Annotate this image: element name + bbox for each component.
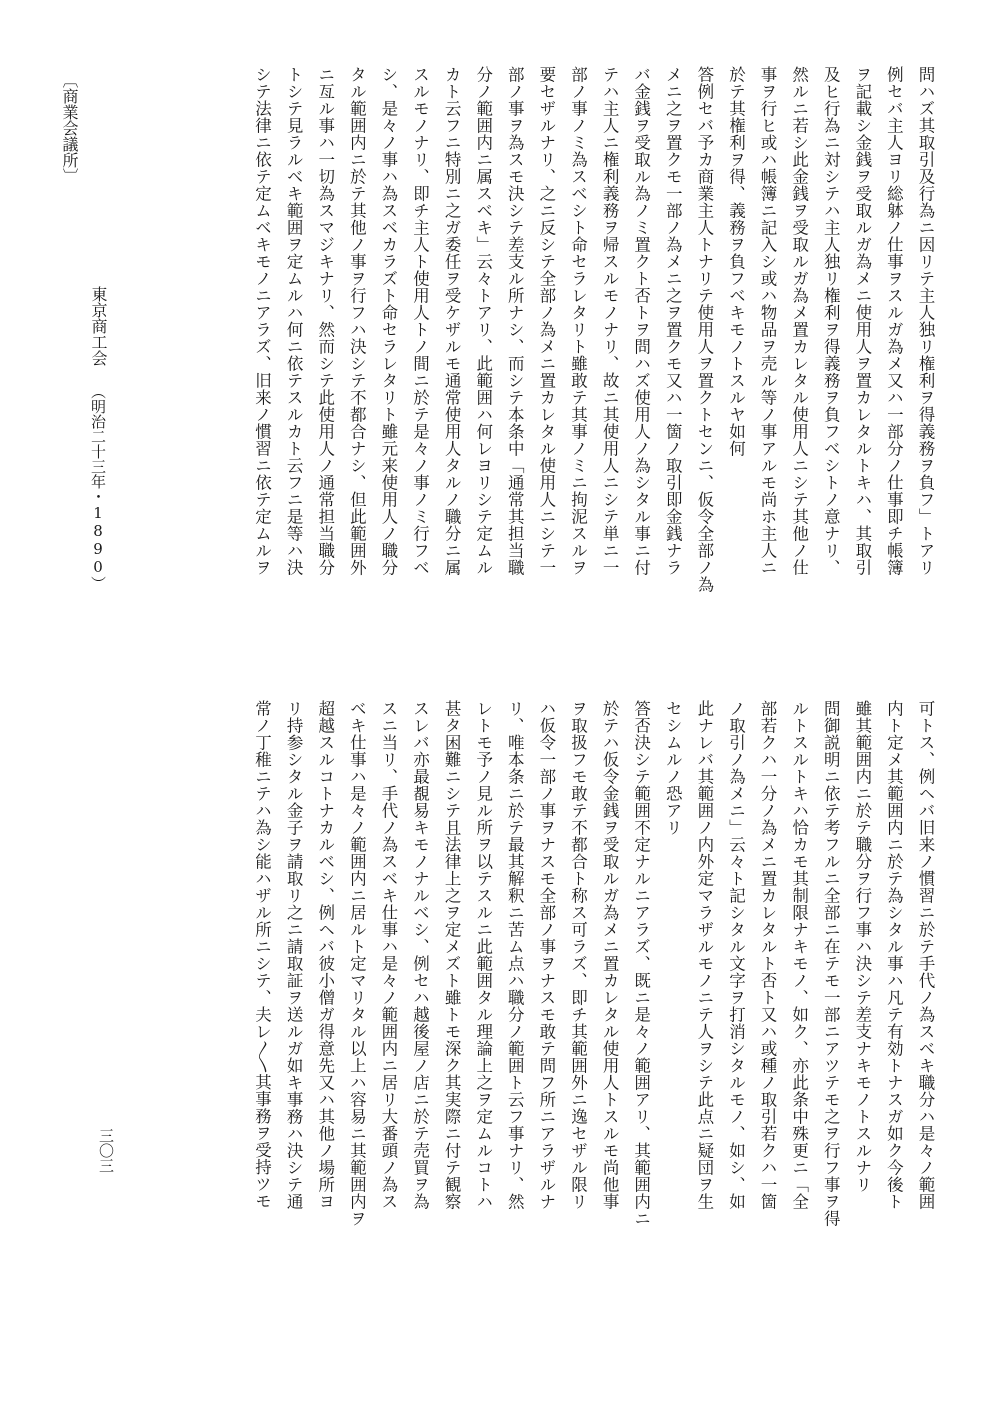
text-column: 雖其範囲内ニ於テ職分ヲ行フ事ハ決シテ差支ナキモノトスルナリ	[852, 700, 872, 1193]
lower-text-block	[246, 700, 941, 1360]
text-column: ヲ取扱フモ敢テ不都合ト称ス可ラズ、即チ其範囲外ニ逸セザル限リ	[568, 700, 588, 1210]
text-column: 内ト定メ其範囲内ニ於テ為シタル事ハ凡テ有効トナスガ如ク今後ト	[884, 700, 904, 1210]
text-column: ベキ仕事ハ是々ノ範囲内ニ居ルト定マリタル以上ハ容易ニ其範囲内ヲ	[347, 700, 367, 1227]
text-column: バ金銭ヲ受取ル為ノミ置クト否トヲ問ハズ使用人ノ為シタル事ニ付	[631, 66, 651, 576]
text-column: 部若クハ一分ノ為メニ置カレタルト否ト又ハ或種ノ取引若クハ一箇	[758, 700, 778, 1210]
text-column: レトモ予ノ見ル所ヲ以テスルニ此範囲タル理論上之ヲ定ムルコトハ	[473, 700, 493, 1210]
text-column: トシテ見ラルベキ範囲ヲ定ムルハ何ニ依テスルカト云フニ是等ハ決	[284, 66, 304, 576]
text-column: 於テハ仮令金銭ヲ受取ルガ為メニ置カレタル使用人トスルモ尚他事	[600, 700, 620, 1210]
text-column: リ持参シタル金子ヲ請取リ之ニ請取証ヲ送ルガ如キ事務ハ決シテ通	[284, 700, 304, 1210]
text-column: ルトスルトキハ恰カモ其制限ナキモノ、如ク、亦此条中殊更ニ「全	[789, 700, 809, 1210]
page-number: 三〇三	[97, 1128, 115, 1173]
text-column: 超越スルコトナカルベシ、例ヘバ彼小僧ガ得意先又ハ其他ノ場所ヨ	[315, 700, 335, 1210]
text-column: 常ノ丁稚ニテハ為シ能ハザル所ニシテ、夫レ〳〵其事務ヲ受持ツモ	[252, 700, 272, 1210]
source-label: 〔商業会議所〕	[60, 72, 79, 184]
text-column: テハ主人ニ権利義務ヲ帰スルモノナリ、故ニ其使用人ニシテ単ニ一	[600, 66, 620, 576]
text-column: 問御説明ニ依テ考フルニ全部ニ在テモ一部ニアツテモ之ヲ行フ事ヲ得	[821, 700, 841, 1227]
text-column: スニ当リ、手代ノ為スベキ仕事ハ是々ノ範囲内ニ居リ大番頭ノ為ス	[378, 700, 398, 1210]
text-column: セシムルノ恐アリ	[663, 700, 683, 836]
text-column: 答例セバ予カ商業主人トナリテ使用人ヲ置クトセンニ、仮令全部ノ為	[694, 66, 714, 593]
text-column: 分ノ範囲内ニ属スベキ」云々トアリ、此範囲ハ何レヨリシテ定ムル	[473, 66, 493, 576]
text-column: タル範囲内ニ於テ其他ノ事ヲ行フハ決シテ不都合ナシ、但此範囲外	[347, 66, 367, 576]
text-column: 部ノ事ノミ為スベシト命セラレタリト雖敢テ其事ノミニ拘泥スルヲ	[568, 66, 588, 576]
text-column: シテ法律ニ依テ定ムベキモノニアラズ、旧来ノ慣習ニ依テ定ムルヲ	[252, 66, 272, 576]
text-column: ノ取引ノ為メニ」云々ト記シタル文字ヲ打消シタルモノ、如シ、如	[726, 700, 746, 1210]
text-column: ニ亙ル事ハ一切為スマジキナリ、然而シテ此使用人ノ通常担当職分	[315, 66, 335, 576]
text-column: ヲ記載シ金銭ヲ受取ルガ為メニ使用人ヲ置カレタルトキハ、其取引	[852, 66, 872, 576]
text-column: 部ノ事ヲ為スモ決シテ差支ル所ナシ、而シテ本条中「通常其担当職	[505, 66, 525, 576]
text-column: カト云フニ特別ニ之ガ委任ヲ受ケザルモ通常使用人タルノ職分ニ属	[442, 66, 462, 576]
text-column: リ、唯本条ニ於テ最其解釈ニ苦ム点ハ職分ノ範囲ト云フ事ナリ、然	[505, 700, 525, 1210]
text-column: 例セバ主人ヨリ総躰ノ仕事ヲスルガ為メ又ハ一部分ノ仕事即チ帳簿	[884, 66, 904, 576]
text-column: ハ仮令一部ノ事ヲナスモ全部ノ事ヲナスモ敢テ問フ所ニアラザルナ	[536, 700, 556, 1210]
publisher-label: 東京商工会	[89, 286, 108, 366]
text-column: 答否決シテ範囲不定ナルニアラズ、既ニ是々ノ範囲アリ、其範囲内ニ	[631, 700, 651, 1227]
text-column: 及ヒ行為ニ対シテハ主人独リ権利ヲ得義務ヲ負フベシトノ意ナリ、	[821, 66, 841, 576]
text-column: 此ナレバ其範囲ノ内外定マラザルモノニテ人ヲシテ此点ニ疑団ヲ生	[694, 700, 714, 1210]
text-column: 事ヲ行ヒ或ハ帳簿ニ記入シ或ハ物品ヲ売ル等ノ事アルモ尚ホ主人ニ	[758, 66, 778, 576]
text-column: シ、是々ノ事ハ為スベカラズト命セラレタリト雖元来使用人ノ職分	[378, 66, 398, 576]
upper-text-block	[246, 66, 941, 666]
text-column: メニ之ヲ置クモ一部ノ為メニ之ヲ置クモ又ハ一箇ノ取引即金銭ナラ	[663, 66, 683, 576]
text-column: スルモノナリ、即チ主人ト使用人トノ間ニ於テ是々ノ事ノミ行フベ	[410, 66, 430, 576]
text-column: 問ハズ其取引及行為ニ因リテ主人独リ権利ヲ得義務ヲ負フ」トアリ	[916, 66, 935, 576]
text-column: 要セザルナリ、之ニ反シテ全部ノ為メニ置カレタル使用人ニシテ一	[536, 66, 556, 576]
text-column: スレバ亦最覩易キモノナルベシ、例セハ越後屋ノ店ニ於テ売買ヲ為	[410, 700, 430, 1210]
text-column: 甚タ困難ニシテ且法律上之ヲ定メズト雖トモ深ク其実際ニ付テ観察	[442, 700, 462, 1210]
text-column: 然ルニ若シ此金銭ヲ受取ルガ為メ置カレタル使用人ニシテ其他ノ仕	[789, 66, 809, 576]
text-column: 可トス、例ヘバ旧来ノ慣習ニ於テ手代ノ為スベキ職分ハ是々ノ範囲	[916, 700, 935, 1210]
text-column: 於テ其権利ヲ得、義務ヲ負フベキモノトスルヤ如何	[726, 66, 746, 457]
year-label: （明治二十三年・1890）	[89, 384, 107, 591]
